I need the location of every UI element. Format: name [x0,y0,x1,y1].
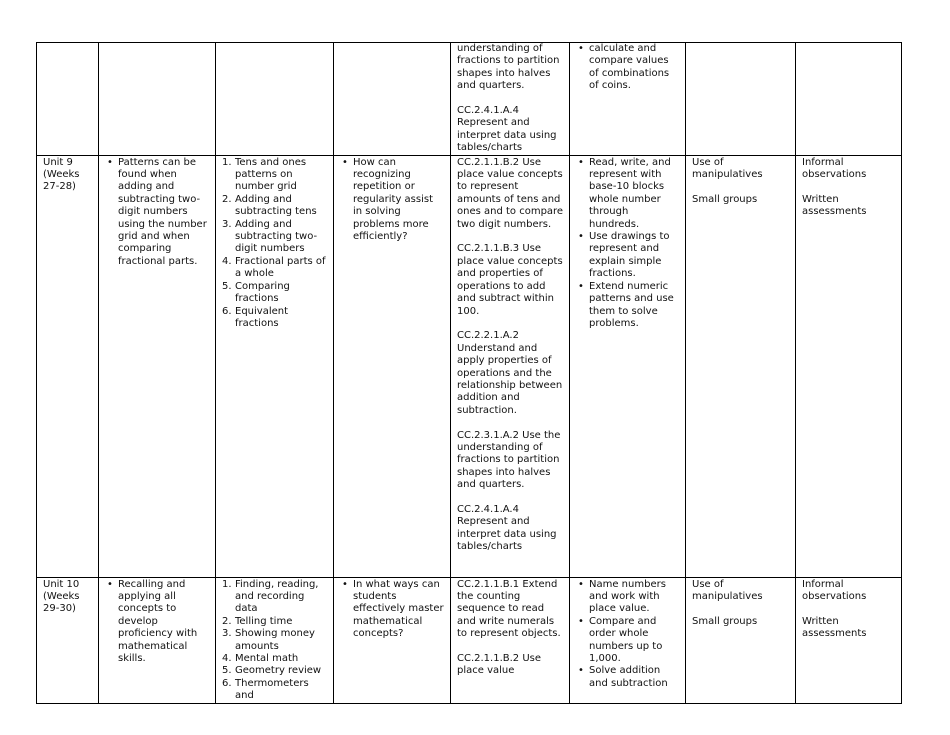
competencies-cell [570,577,686,703]
list-item [222,194,328,219]
paragraph-text: CC.2.4.1.A.4 Represent and interpret data using tables/charts [457,105,557,154]
list-item-text: Extend numeric patterns and use them to solve problems. [589,280,674,329]
list-number: 4. [222,653,232,665]
assessments-cell [796,43,902,156]
list-number: 3. [222,218,232,230]
list-item-text: Read, write, and represent with base-10 blocks whole number through hundreds. [589,156,671,230]
list-item [222,653,328,665]
list-item-text: Solve addition and subtraction [589,665,668,689]
list-item [222,306,328,331]
concepts-cell [216,155,334,577]
list-item-text: How can recognizing repetition or regularity assist in solving problems more efficiently? [353,156,433,243]
paragraph-text: CC.2.1.1.B.2 Use place value concepts to represent amounts of tens and ones and to compare two digit numbers. [457,156,564,230]
list-number: 6. [222,305,232,317]
strategies-cell [686,155,796,577]
unit-cell [37,43,99,156]
big-ideas-cell [99,577,216,703]
list-item-text: Comparing fractions [235,280,290,305]
list-item [222,219,328,256]
list-item-text: calculate and compare values of combinations of coins. [589,43,670,92]
list-number: 1. [222,578,232,590]
table-row [37,43,902,156]
standards-cell [451,155,570,577]
list-item [340,579,445,641]
list-number: 2. [222,193,232,205]
strategies-cell [686,43,796,156]
concepts-list [222,157,328,331]
list-item-text: Telling time [235,615,293,627]
list-item-text: Showing money amounts [235,628,315,652]
list-number: 2. [222,615,232,627]
list-item [222,628,328,653]
essential-questions-cell [334,155,451,577]
strategies-cell [686,577,796,703]
concepts-cell [216,43,334,156]
table-body [37,43,902,704]
big-ideas-cell [99,155,216,577]
list-number: 5. [222,665,232,677]
list-item-text: Fractional parts of a whole [235,255,326,280]
list-item-text: Adding and subtracting tens [235,193,317,218]
list-item [105,157,210,269]
paragraph-text: Written assessments [802,193,867,218]
list-item-text: Recalling and applying all concepts to develop proficiency with mathematical skills. [118,578,198,665]
big-ideas-list [105,579,210,666]
paragraph-text: Informal observations [802,156,867,181]
list-item-text: Equivalent fractions [235,305,289,329]
list-number: 5. [222,280,232,292]
list-item [222,616,328,628]
assessments-cell [796,577,902,703]
list-item-text: Geometry review [235,665,322,677]
list-item-text: Patterns can be found when adding and subtracting two-digit numbers using the number grid and when comparing fractional parts. [118,156,207,267]
list-item [105,579,210,666]
list-item [340,157,445,244]
paragraph-text: CC.2.1.1.B.2 Use place value [457,653,542,677]
paragraph-text: CC.2.2.1.A.2 Understand and apply properties of operations and the relationship between addition and subtraction. [457,330,563,416]
list-item [576,231,680,281]
list-item-text: Adding and subtracting two-digit numbers [235,218,318,255]
competencies-list [576,157,680,331]
list-number: 3. [222,628,232,640]
list-item [576,43,680,93]
standards-cell [451,43,570,156]
big-ideas-list [105,157,210,269]
list-item-text: Finding, reading, and recording data [235,578,319,615]
list-item [576,665,680,690]
table-row [37,577,902,703]
list-item [576,579,680,616]
paragraph-text: Written assessments [802,615,867,640]
list-number: 4. [222,255,232,267]
list-item [576,157,680,231]
concepts-cell [216,577,334,703]
standards-cell [451,577,570,703]
list-item-text: In what ways can students effectively master mathematical concepts? [353,578,444,640]
list-item [222,281,328,306]
list-item [222,157,328,194]
paragraph-text: Use of manipulatives [692,578,763,603]
unit-cell [37,155,99,577]
paragraph-text: CC.2.1.1.B.1 Extend the counting sequence to read and write numerals to represent objects. [457,578,561,640]
paragraph-text: Informal observations [802,578,867,603]
list-item [576,616,680,666]
paragraph-text: Small groups [692,193,758,205]
paragraph-text: Use of manipulatives [692,156,763,181]
unit-label: Unit 10 (Weeks 29-30) [43,578,80,615]
essential-questions-cell [334,43,451,156]
essential-questions-list [340,579,445,641]
list-item [222,256,328,281]
list-item-text: Compare and order whole numbers up to 1,000. [589,615,663,665]
list-number: 6. [222,677,232,689]
list-item-text: Thermometers and [235,677,309,702]
paragraph-text: CC.2.3.1.A.2 Use the understanding of fractions to partition shapes into halves and quarters. [457,429,561,491]
unit-label: Unit 9 (Weeks 27-28) [43,156,80,193]
paragraph-text: CC.2.1.1.B.3 Use place value concepts and properties of operations to add and subtract within 100. [457,243,563,317]
table-row [37,155,902,577]
big-ideas-cell [99,43,216,156]
paragraph-text: Small groups [692,615,758,627]
list-item [222,678,328,703]
paragraph-text: CC.2.4.1.A.4 Represent and interpret data using tables/charts [457,503,557,553]
concepts-list [222,579,328,703]
list-item-text: Name numbers and work with place value. [589,578,666,615]
competencies-list [576,43,680,93]
assessments-cell [796,155,902,577]
curriculum-table [36,42,902,704]
competencies-list [576,579,680,691]
list-item [222,665,328,677]
competencies-cell [570,43,686,156]
list-item-text: Tens and ones patterns on number grid [235,156,307,193]
competencies-cell [570,155,686,577]
list-number: 1. [222,156,232,168]
essential-questions-cell [334,577,451,703]
list-item-text: Use drawings to represent and explain simple fractions. [589,231,670,280]
list-item-text: Mental math [235,653,299,665]
unit-cell [37,577,99,703]
list-item [576,281,680,331]
essential-questions-list [340,157,445,244]
paragraph-text: understanding of fractions to partition shapes into halves and quarters. [457,43,560,92]
list-item [222,579,328,616]
